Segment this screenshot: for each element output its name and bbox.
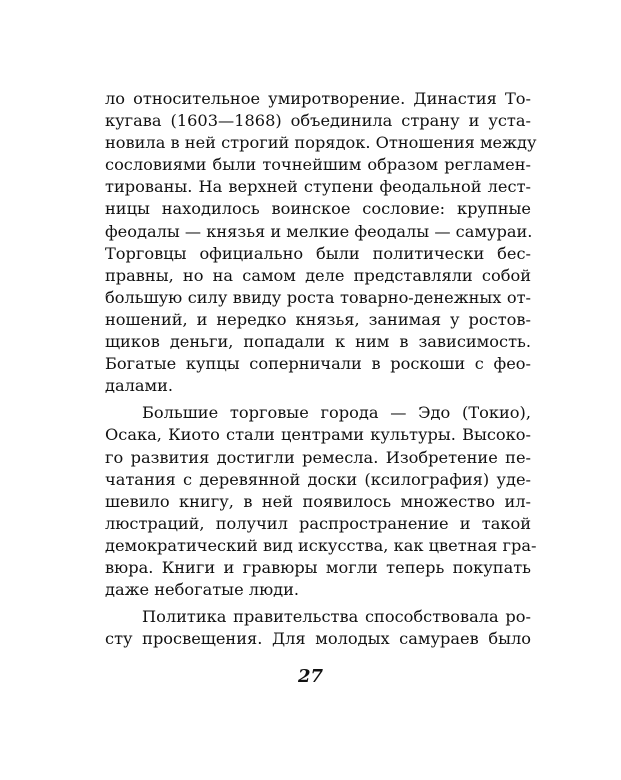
text-line: Политика правительства способствовала ро-	[142, 607, 531, 627]
text-line: правны, но на самом деле представляли собой	[105, 265, 531, 285]
text-line: ношений, и нередко князья, занимая у ростов-	[105, 309, 531, 329]
text-line: кугава (1603—1868) объединила страну и уста-	[105, 111, 531, 131]
text-line: люстраций, получил распространение и такой	[105, 513, 531, 533]
text-line: щиков деньги, попадали к ним в зависимость.	[105, 332, 531, 352]
text-line: Большие торговые города — Эдо (Токио),	[142, 403, 531, 423]
text-line: Торговцы официально были политически бес-	[105, 243, 531, 263]
text-line: демократический вид искусства, как цветная гра-	[105, 535, 537, 555]
text-line: ло относительное умиротворение. Династия То-	[105, 89, 531, 108]
text-line: большую силу ввиду роста товарно-денежных от-	[105, 287, 531, 307]
page-number: 27	[297, 666, 324, 687]
paragraph-2	[105, 402, 537, 601]
text-line: Богатые купцы соперничали в роскоши с фео-	[105, 354, 531, 374]
text-line: тированы. На верхней ступени феодальной лест-	[105, 177, 531, 197]
text-line: феодалы — князья и мелкие феодалы — самураи.	[105, 221, 533, 241]
page-body	[105, 88, 537, 650]
text-line: новила в ней строгий порядок. Отношения между	[105, 133, 537, 153]
text-line: шевило книгу, в ней появилось множество ил-	[105, 491, 531, 511]
text-line: чатания с деревянной доски (ксилография) уде-	[105, 469, 531, 489]
text-line: далами.	[105, 376, 174, 396]
text-line: сословиями были точнейшим образом регламен-	[105, 155, 531, 175]
text-line: ницы находилось воинское сословие: крупные	[105, 199, 531, 219]
text-line: сту просвещения. Для молодых самураев было	[105, 629, 531, 649]
paragraph-1	[105, 88, 537, 397]
paragraph-3	[105, 606, 531, 650]
text-line: го развития достигли ремесла. Изобретение пе-	[105, 447, 531, 467]
text-line: даже небогатые люди.	[105, 580, 300, 600]
text-line: вюра. Книги и гравюры могли теперь покупать	[105, 557, 531, 577]
text-line: Осака, Киото стали центрами культуры. Высоко-	[105, 425, 531, 445]
